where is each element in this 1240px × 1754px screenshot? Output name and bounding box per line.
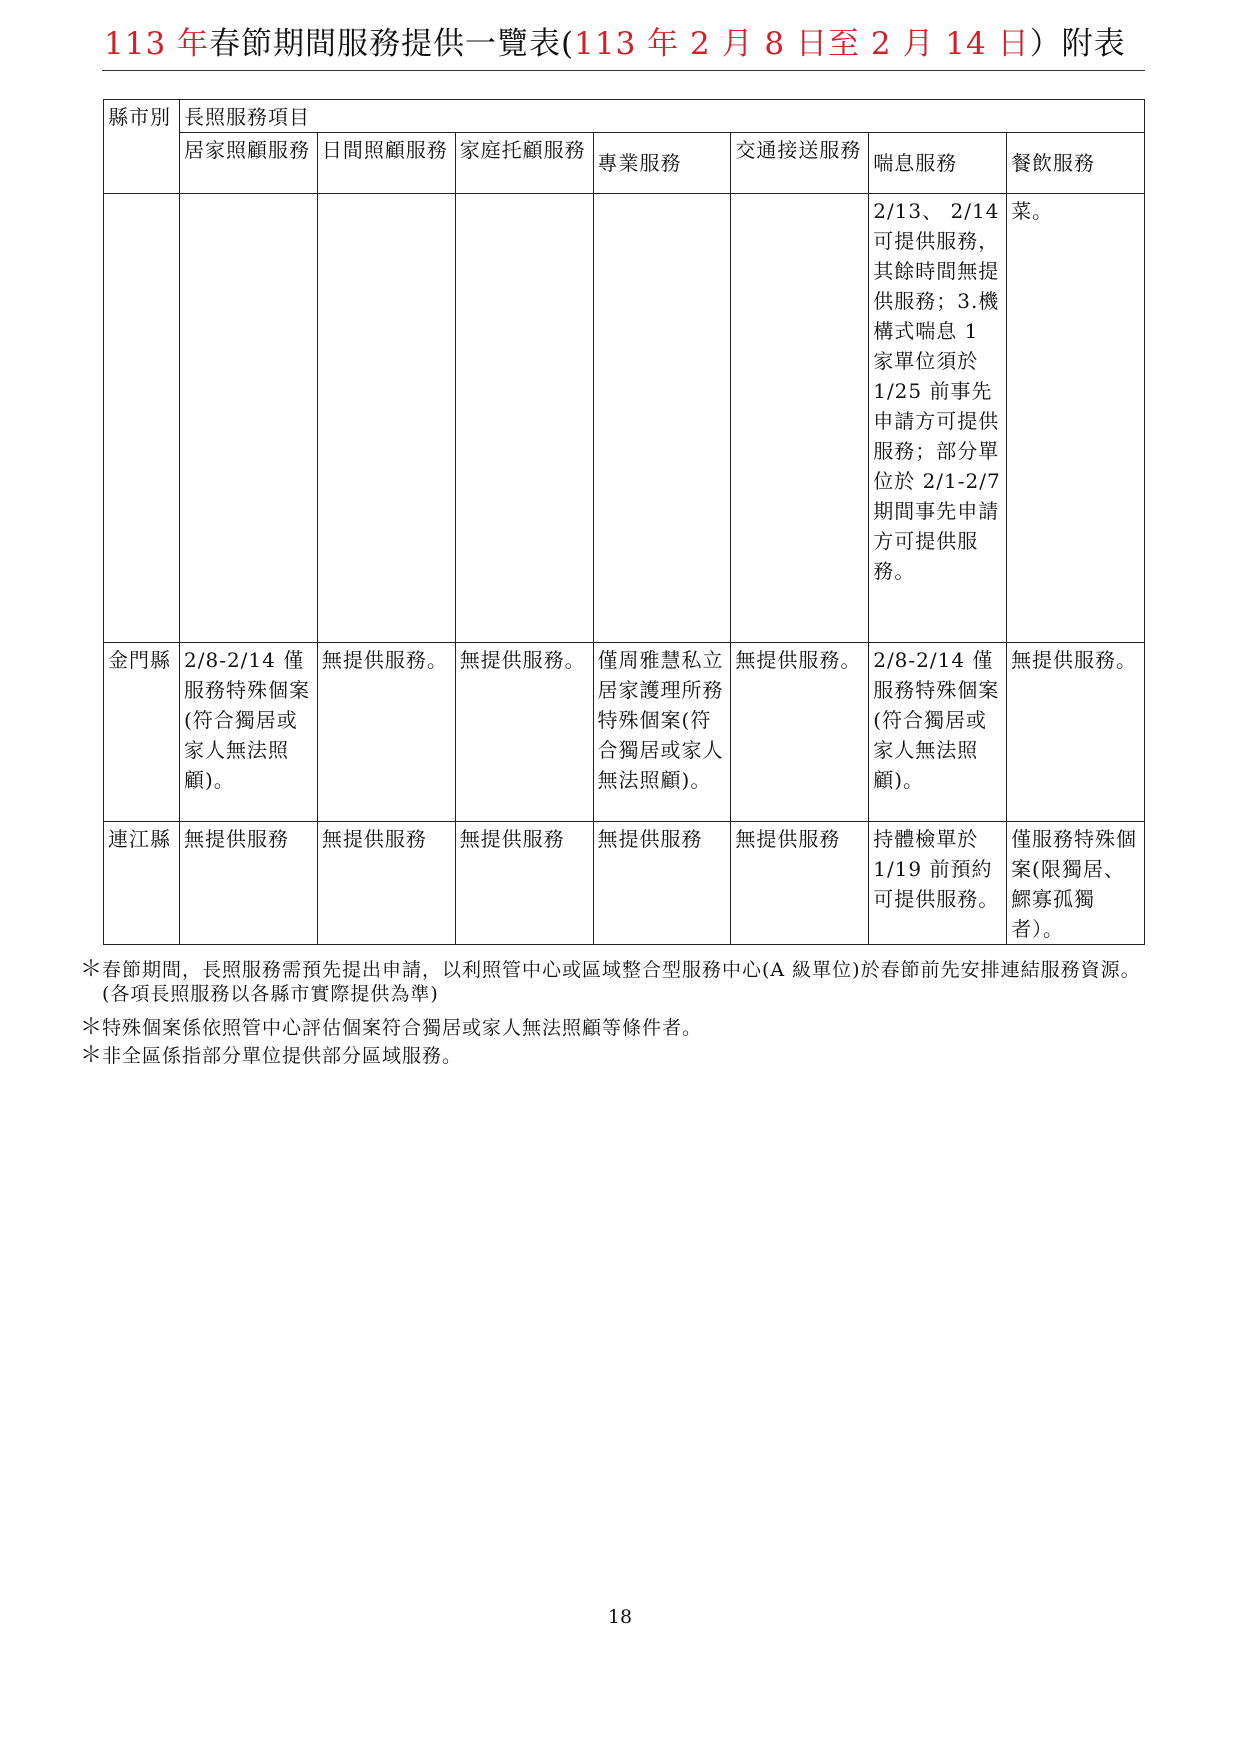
- title-main: 春節期間服務提供一覽表(: [209, 26, 575, 62]
- table-cell: 持體檢單於 1/19 前預約可提供服務。: [869, 822, 1007, 945]
- county-cell: [104, 194, 180, 643]
- county-cell: 金門縣: [104, 643, 180, 822]
- footnote-text: 春節期間，長照服務需預先提出申請，以利照管中心或區域整合型服務中心(A 級單位)於春節前先安排連結服務資源。(各項長照服務以各縣市實際提供為準): [102, 959, 1141, 1005]
- footnote-text: 非全區係指部分單位提供部分區域服務。: [102, 1045, 463, 1067]
- footnote: [80, 958, 1150, 1006]
- table-cell: 無提供服務: [455, 822, 593, 945]
- column-header: 交通接送服務: [731, 133, 869, 194]
- title-date-range: 113 年 2 月 8 日至 2 月 14 日: [574, 26, 1030, 62]
- table-cell: 無提供服務。: [455, 643, 593, 822]
- county-cell: 連江縣: [104, 822, 180, 945]
- table-cell: 無提供服務。: [317, 643, 455, 822]
- column-header: 餐飲服務: [1007, 133, 1145, 194]
- footnotes: [80, 958, 1150, 1072]
- table-cell: [180, 194, 318, 643]
- county-column-header: 縣市別: [104, 100, 180, 194]
- column-header-row: [104, 133, 1145, 194]
- table-cell: [455, 194, 593, 643]
- column-header: 喘息服務: [869, 133, 1007, 194]
- asterisk-icon: ＊: [80, 1043, 104, 1068]
- column-header: 家庭托顧服務: [455, 133, 593, 194]
- column-header: 日間照顧服務: [317, 133, 455, 194]
- table-row: [104, 643, 1145, 822]
- table-cell: [317, 194, 455, 643]
- asterisk-icon: ＊: [80, 957, 104, 982]
- table-cell: 無提供服務: [317, 822, 455, 945]
- table-row: [104, 194, 1145, 643]
- service-group-header: 長照服務項目: [180, 100, 1145, 133]
- table-cell: 無提供服務: [731, 822, 869, 945]
- page-number: 18: [607, 1606, 633, 1628]
- table-cell: 僅周雅慧私立居家護理所務特殊個案(符合獨居或家人無法照顧)。: [593, 643, 731, 822]
- footnote: [80, 1044, 1150, 1068]
- table-cell: 無提供服務。: [731, 643, 869, 822]
- table-cell: 2/8-2/14 僅服務特殊個案(符合獨居或家人無法照顧)。: [869, 643, 1007, 822]
- table-cell: [731, 194, 869, 643]
- column-header: 居家照顧服務: [180, 133, 318, 194]
- page-title: [104, 20, 1144, 68]
- title-suffix: ）附表: [1029, 26, 1126, 62]
- table-row: [104, 822, 1145, 945]
- service-table: [103, 99, 1145, 945]
- table-cell: 無提供服務。: [1007, 643, 1145, 822]
- table-cell: 僅服務特殊個案(限獨居、鰥寡孤獨者）。: [1007, 822, 1145, 945]
- footnote-text: 特殊個案係依照管中心評估個案符合獨居或家人無法照顧等條件者。: [102, 1017, 703, 1039]
- title-year: 113 年: [104, 26, 210, 62]
- table-cell: 無提供服務: [180, 822, 318, 945]
- title-underline: [102, 70, 1145, 71]
- table-cell: [593, 194, 731, 643]
- table-cell: 2/8-2/14 僅服務特殊個案(符合獨居或家人無法照顧)。: [180, 643, 318, 822]
- column-header: 專業服務: [593, 133, 731, 194]
- table-cell: 無提供服務: [593, 822, 731, 945]
- table-cell: 2/13、 2/14 可提供服務，其餘時間無提供服務；3.機構式喘息 1 家單位須於 1/25 前事先申請方可提供服務；部分單位於 2/1-2/7 期間事先申請方可提供服務。: [869, 194, 1007, 643]
- footnote: [80, 1016, 1150, 1040]
- asterisk-icon: ＊: [80, 1015, 104, 1040]
- table-cell: 菜。: [1007, 194, 1145, 643]
